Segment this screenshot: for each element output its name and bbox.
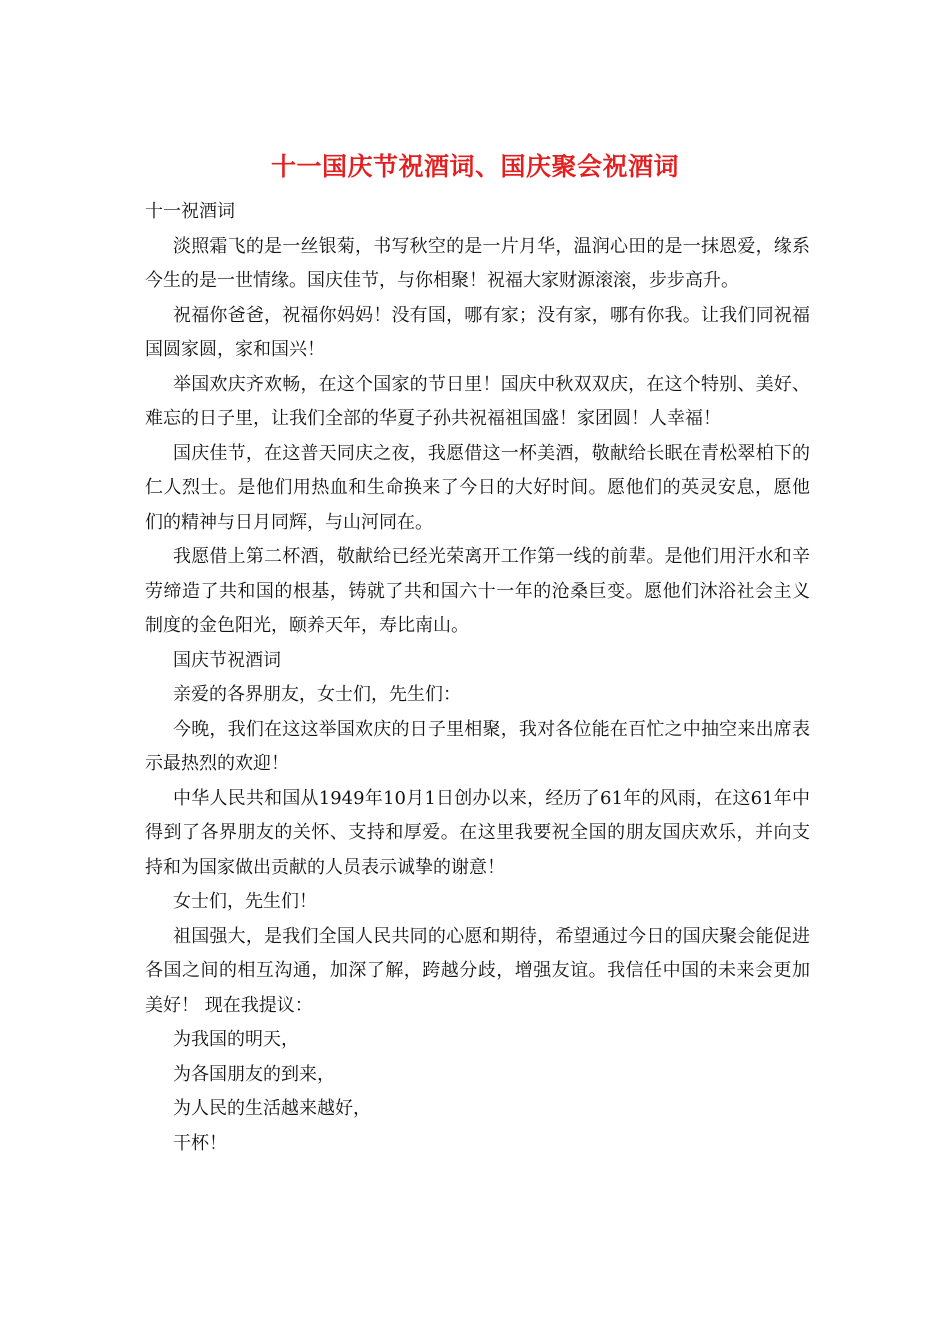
toast-line: 为人民的生活越来越好， [173, 1098, 371, 1119]
paragraph: 今晚，我们在这这举国欢庆的日子里相聚，我对各位能在百忙之中抽空来出席表示最热烈的欢迎！ [145, 718, 810, 774]
paragraph: 举国欢庆齐欢畅，在这个国家的节日里！国庆中秋双双庆，在这个特别、美好、难忘的日子里，让我们全部的华夏子孙共祝福祖国盛！家团圆！人幸福！ [145, 373, 810, 429]
paragraph: 祝福你爸爸，祝福你妈妈！没有国，哪有家；没有家，哪有你我。让我们同祝福国圆家圆，家和国兴！ [145, 304, 810, 360]
toast-line: 干杯！ [173, 1132, 227, 1154]
toast-line: 为各国朋友的到来， [173, 1063, 335, 1085]
section-heading: 国庆节祝酒词 [173, 649, 281, 671]
paragraph: 亲爱的各界朋友，女士们，先生们： [173, 684, 461, 705]
section-heading: 十一祝酒词 [145, 201, 235, 222]
paragraph: 国庆佳节，在这普天同庆之夜，我愿借这一杯美酒，敬献给长眠在青松翠柏下的仁人烈士。是他们用热血和生命换来了今日的大好时间。愿他们的英灵安息，愿他们的精神与日月同辉，与山河同在。 [145, 442, 810, 533]
document-body [145, 195, 810, 1161]
paragraph: 淡照霜飞的是一丝银菊，书写秋空的是一片月华，温润心田的是一抹恩爱，缘系今生的是一世情缘。国庆佳节，与你相聚！祝福大家财源滚滚，步步高升。 [145, 235, 810, 291]
paragraph: 女士们，先生们！ [173, 891, 317, 912]
paragraph: 中华人民共和国从1949年10月1日创办以来，经历了61年的风雨，在这61年中得到了各界朋友的关怀、支持和厚爱。在这里我要祝全国的朋友国庆欢乐，并向支持和为国家做出贡献的人员表示诚挚的谢意！ [145, 787, 810, 878]
paragraph: 我愿借上第二杯酒，敬献给已经光荣离开工作第一线的前辈。是他们用汗水和辛劳缔造了共和国的根基，铸就了共和国六十一年的沧桑巨变。愿他们沐浴社会主义制度的金色阳光，颐养天年，寿比南山。 [145, 546, 810, 636]
document-title: 十一国庆节祝酒词、国庆聚会祝酒词 [270, 152, 679, 181]
paragraph: 祖国强大，是我们全国人民共同的心愿和期待，希望通过今日的国庆聚会能促进各国之间的相互沟通，加深了解，跨越分歧，增强友谊。我信任中国的未来会更加美好！ 现在我提议： [145, 925, 810, 1016]
toast-line: 为我国的明天， [173, 1029, 299, 1050]
